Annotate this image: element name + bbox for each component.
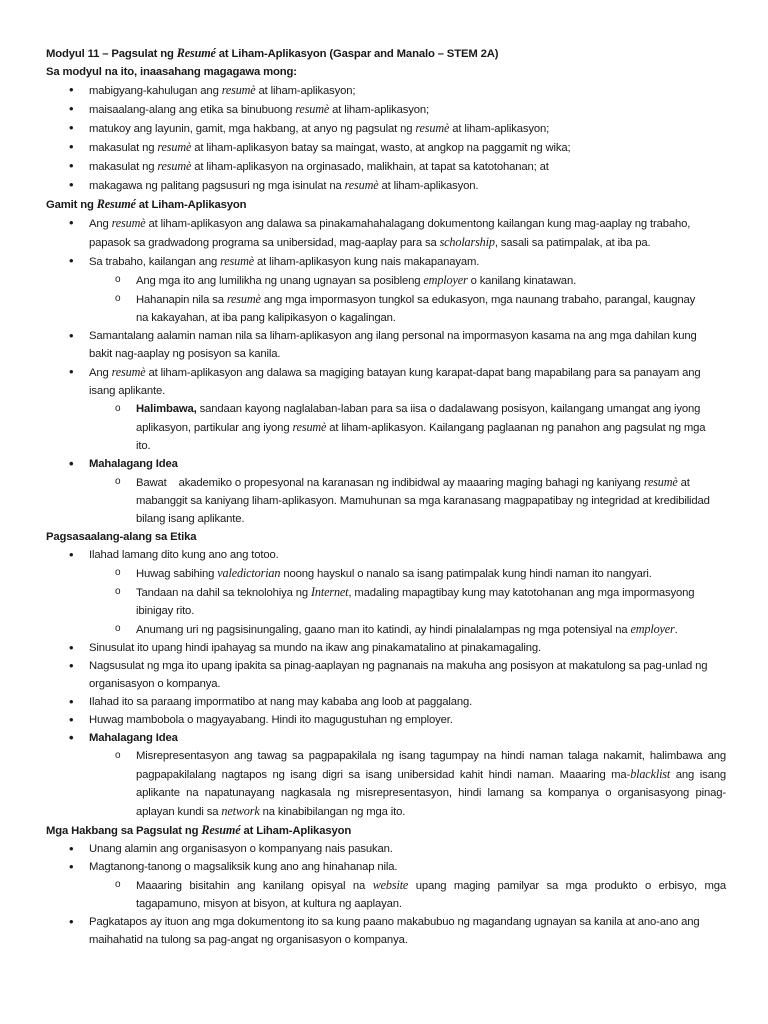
text-run: noong hayskul o nanalo sa isang patimpalak kung hindi naman ito nangyari. [280,568,652,580]
circle-bullet-icon: o [115,567,121,578]
text-run: Samantalang aalamin naman nila sa liham-aplikasyon ang ilang personal na impormasyon kasama na ang mga dahilan kung [89,330,697,342]
text-run: o kanilang kinatawan. [467,275,577,287]
circle-bullet-icon: o [115,586,121,597]
sub-list-item-continuation [46,418,726,437]
italic-term: resumè [292,420,327,434]
text-run: at liham-aplikasyon batay sa maingat, wasto, at angkop na paggamit ng wika; [191,142,571,154]
italic-term: scholarship [439,235,495,249]
text-run: Ang mga ito ang lumilikha ng unang ugnayan sa posibleng [136,275,424,287]
text-run: Nagsusulat ng mga ito upang ipakita sa pinag-aaplayan ng pagnanais na makuha ang posisyon at makatulong sa pag-unlad ng [89,660,708,672]
text-run: Mahalagang Idea [89,732,178,744]
bullet-icon [69,214,73,233]
list-item [46,546,726,564]
italic-term: Internet [311,585,349,599]
circle-bullet-icon: o [115,476,121,487]
circle-bullet-icon: o [115,293,121,304]
text-run: Mahalagang Idea [89,458,178,470]
text-run: Unang alamin ang organisasyon o kompanyang nais pasukan. [89,843,393,855]
text-run: upang maging pamilyar sa mga produkto o erbisyo, mga [408,880,726,892]
list-item [46,214,726,233]
bullet-icon [69,100,73,119]
list-item [46,913,726,931]
italic-term: resumè [220,254,254,268]
list-item [46,840,726,858]
bullet-icon [69,455,73,474]
text-run: Huwag mambobola o magyayabang. Hindi ito magugustuhan ng employer. [89,714,453,726]
bullet-icon [69,840,73,859]
circle-bullet-icon: o [115,403,121,414]
objectives-heading: Sa modyul na ito, inaasahang magagawa mong: [46,66,297,78]
bullet-icon [69,657,73,676]
text-run: , sasali sa patimpalak, at iba pa. [494,237,651,249]
document-title [46,44,726,63]
section-heading-hakbang [46,821,726,840]
bullet-icon [69,252,73,271]
text-run: matukoy ang layunin, gamit, mga hakbang, at anyo ng pagsulat ng [89,123,416,135]
bullet-icon [69,913,73,932]
italic-term: valedictorian [217,566,281,580]
italic-term: resumè [295,102,330,116]
italic-term: resumè [157,159,192,173]
italic-term: blacklist [630,767,671,781]
bullet-icon [69,81,73,100]
italic-term: employer [630,622,675,636]
text-run: at Liham-Aplikasyon [135,199,247,211]
italic-term: resumè [344,178,379,192]
list-item-continuation [46,233,726,252]
list-item [46,327,726,345]
text-run: at liham-aplikasyon; [329,104,429,116]
sub-list-item [46,271,726,290]
italic-term: resumè [226,292,261,306]
list-item-continuation: bakit nag-aaplay ng posisyon sa kanila. [89,348,281,360]
text-run: Modyul 11 – Pagsulat ng [46,48,177,60]
objective-item [46,81,726,100]
sub-list-item-continuation [46,802,726,821]
italic-term: resumè [111,365,146,379]
text-run: , madaling mapagtibay kung may katotohanan ang mga impormasyong [348,587,695,599]
text-run: maisaalang-alang ang etika sa binubuong [89,104,296,116]
sub-list-item [46,876,726,895]
text-run: at liham-aplikasyon na orginasado, malikhain, at tapat sa katotohanan; at [191,161,549,173]
section-heading-etika: Pagsasaalang-alang sa Etika [46,531,197,543]
text-run: makagawa ng palitang pagsusuri ng mga isinulat na [89,180,345,192]
objective-item [46,138,726,157]
sub-list-item-continuation: ibinigay rito. [136,605,195,617]
italic-term: Resumé [176,46,216,60]
text-run: makasulat ng [89,142,158,154]
italic-term: website [372,878,409,892]
text-run: at Liham-Aplikasyon (Gaspar and Manalo – STEM 2A) [215,48,499,60]
text-run: ang isang [670,769,726,781]
text-run: Sa trabaho, kailangan ang [89,256,221,268]
text-run: at Liham-Aplikasyon [240,825,352,837]
text-run: sandaan kayong naglalaban-laban para sa iisa o dadalawang posisyon, kailangang umangat ang iyong [196,403,701,415]
objective-item [46,157,726,176]
bullet-icon [69,327,73,346]
italic-term: resumè [157,140,192,154]
text-run: Gamit ng [46,199,97,211]
text-run: mabigyang-kahulugan ang [89,85,222,97]
bullet-icon [69,729,73,748]
text-run: Ilahad lamang dito kung ano ang totoo. [89,549,279,561]
text-run: at [677,477,690,489]
bullet-icon [69,639,73,658]
text-run: Bawat akademiko o propesyonal na karanasan ng indibidwal ay maaaring maging bahagi ng kaniyang [136,477,644,489]
text-run: at liham-aplikasyon ang dalawa sa pinakamahahalagang dokumentong kailangan kung mag-aaplay ng trabaho, [145,218,691,230]
circle-bullet-icon: o [115,274,121,285]
sub-list-item [46,400,726,418]
objective-item [46,119,726,138]
text-run: na kinabibilangan ng mga ito. [259,806,406,818]
list-item-continuation: isang aplikante. [89,385,166,397]
bullet-icon [69,711,73,730]
text-run: at liham-aplikasyon. Kailangang paglaanan ng panahon ang pagsulat ng mga [326,422,706,434]
italic-term: resumè [415,121,450,135]
sub-list-item-continuation: tagapamuno, misyon at bisyon, at kultura ng aaplayan. [136,898,402,910]
italic-term: network [221,804,260,818]
text-run: Huwag sabihing [136,568,218,580]
objective-item [46,100,726,119]
bullet-icon [69,693,73,712]
sub-list-item-continuation: aplikante na napatunayang nagkasala ng misrepresentasyon, hindi lamang sa kompanya o organisasyong pinag- [136,787,726,799]
text-run: Ang [89,218,112,230]
bullet-icon [69,858,73,877]
bullet-icon [69,157,73,176]
italic-term: Resumé [96,197,136,211]
sub-list-item [46,564,726,583]
list-item [46,252,726,271]
text-run: Misrepresentasyon ang tawag sa pagpapakilala ng isang tagumpay na hindi naman talaga nakamit, halimbawa ang [136,750,726,762]
italic-term: resumè [111,216,146,230]
text-run: aplayan kundi sa [136,806,222,818]
sub-list-item-continuation [46,765,726,784]
text-run: ang mga impormasyon tungkol sa edukasyon, mga naunang trabaho, parangal, kaugnay [260,294,696,306]
text-run: at liham-aplikasyon; [449,123,550,135]
italic-term: Resumé [201,823,241,837]
text-run: Ang [89,367,112,379]
italic-term: employer [423,273,468,287]
list-item [46,657,726,675]
list-item [46,858,726,876]
document-page [46,44,726,949]
text-run: pagpapakilalang nagtapos ng isang digri sa isang unibersidad kahit hindi naman. Maaaring ma- [136,769,631,781]
sub-list-item [46,473,726,492]
sub-list-item-continuation: mabanggit sa kaniyang liham-aplikasyon. Mamuhunan sa mga karanasang magpapatibay ng integridad at kredibilidad [136,495,710,507]
text-run: papasok sa gradwadong programa sa unibersidad, mag-aaplay para sa [89,237,440,249]
objective-item [46,176,726,195]
text-run: Tandaan na dahil sa teknolohiya ng [136,587,312,599]
text-run: Magtanong-tanong o magsaliksik kung ano ang hinahanap nila. [89,861,398,873]
text-run: aplikasyon, partikular ang iyong [136,422,293,434]
list-item [46,639,726,657]
sub-list-item [46,620,726,639]
list-item [46,711,726,729]
text-run: Mga Hakbang sa Pagsulat ng [46,825,202,837]
bullet-icon [69,176,73,195]
bullet-icon [69,363,73,382]
text-run: Halimbawa, [136,403,197,415]
bullet-icon [69,119,73,138]
italic-term: resumè [221,83,256,97]
text-run: at liham-aplikasyon kung nais makapanayam. [254,256,480,268]
text-run: at liham-aplikasyon ang dalawa sa magiging batayan kung karapat-dapat bang mapabilang para sa panayam ang [145,367,701,379]
key-idea-label [46,455,726,473]
sub-list-item [46,583,726,602]
text-run: Ilahad ito sa paraang impormatibo at nang may kababa ang loob at paggalang. [89,696,473,708]
list-item [46,363,726,382]
section-heading-gamit [46,195,726,214]
sub-list-item-continuation: na kakayahan, at iba pang kalipikasyon o kagalingan. [136,312,396,324]
text-run: Pagkatapos ay ituon ang mga dokumentong ito sa kung paano makabubuo ng magandang ugnayan sa kanila at ano-ano ang [89,916,700,928]
italic-term: resumè [643,475,678,489]
text-run: Sinusulat ito upang hindi ipahayag sa mundo na ikaw ang pinakamatalino at pinakamagaling. [89,642,542,654]
bullet-icon [69,138,73,157]
text-run: makasulat ng [89,161,158,173]
circle-bullet-icon: o [115,750,121,761]
circle-bullet-icon: o [115,623,121,634]
sub-list-item [46,747,726,765]
sub-list-item [46,290,726,309]
text-run: Hahanapin nila sa [136,294,227,306]
list-item [46,693,726,711]
circle-bullet-icon: o [115,879,121,890]
key-idea-label [46,729,726,747]
text-run: Maaaring bisitahin ang kanilang opisyal na [136,880,373,892]
list-item-continuation: organisasyon o kompanya. [89,678,221,690]
text-run: at liham-aplikasyon; [255,85,356,97]
sub-list-item-continuation: bilang isang aplikante. [136,513,245,525]
text-run: at liham-aplikasyon. [378,180,479,192]
text-run: Anumang uri ng pagsisinungaling, gaano man ito katindi, ay hindi pinalalampas ng mga potensiyal na [136,624,631,636]
sub-list-item-continuation: ito. [136,440,151,452]
bullet-icon [69,546,73,565]
text-run: . [674,624,678,636]
list-item-continuation: maihahatid na tulong sa pag-angat ng organisasyon o kompanya. [89,934,408,946]
